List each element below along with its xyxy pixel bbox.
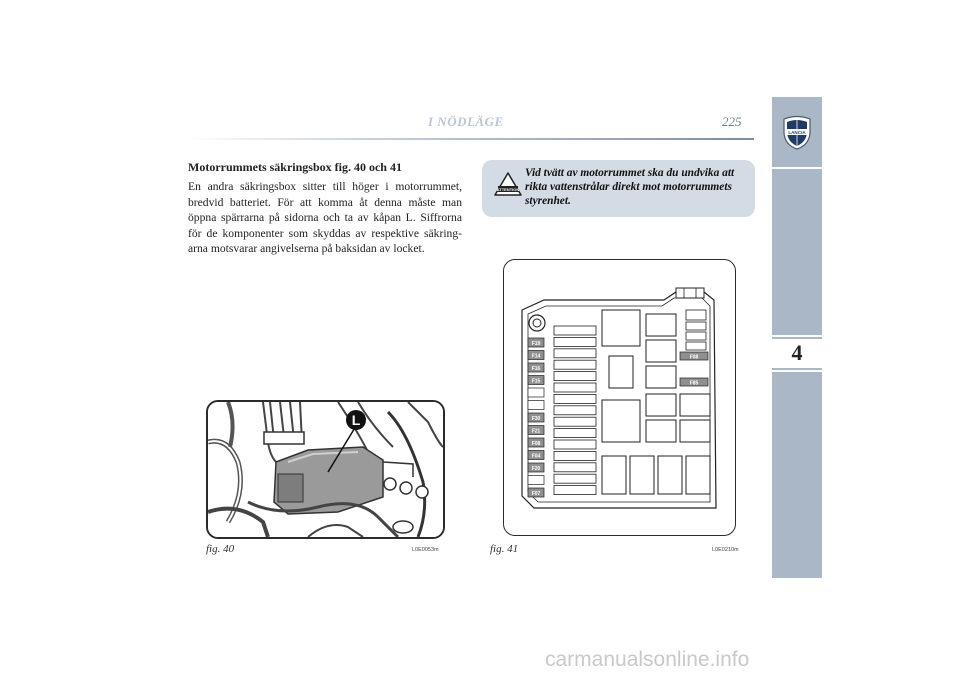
fuse-label: F07 [531, 491, 541, 497]
warning-triangle-icon [494, 172, 522, 196]
figure-40-code: L0E0053m [412, 547, 439, 553]
relay-slot [554, 337, 596, 346]
svg-text:LANCIA: LANCIA [788, 130, 806, 135]
svg-text:L: L [351, 412, 361, 428]
header-rule [186, 138, 754, 140]
relay-slot [554, 451, 596, 460]
figure-41-caption: fig. 41 [490, 543, 519, 555]
fuse-slot-empty [528, 401, 544, 410]
relay-slot [554, 463, 596, 472]
relay-slot [554, 360, 596, 369]
fuse-label: F04 [531, 453, 541, 460]
figure-41-diagram [503, 259, 736, 536]
fuse-label: F14 [531, 353, 541, 360]
relay-slot [554, 372, 596, 381]
side-divider [772, 167, 822, 169]
chapter-number: 4 [791, 340, 803, 365]
fuse-slot-empty [528, 476, 544, 485]
relay-slot [554, 394, 596, 403]
relay-slot [554, 417, 596, 426]
relay-slot [554, 406, 596, 415]
section-heading: Motorrummets säkringsbox fig. 40 och 41 [188, 160, 402, 174]
watermark-text: carmanualsonline.info [545, 648, 750, 671]
fuse-label: F15 [531, 378, 541, 385]
svg-text:ATTENTION: ATTENTION [496, 187, 520, 192]
relay-slot [554, 429, 596, 438]
side-divider [772, 370, 822, 372]
relay-slot [554, 383, 596, 392]
chapter-title: I NÖDLÄGE [428, 114, 504, 129]
fuse-label: F08 [689, 354, 699, 361]
fuse-label: F30 [531, 416, 541, 422]
relay-slot [554, 440, 596, 449]
section-body: En andra säkringsbox sitter till höger i motorrummet, bredvid batteriet. För att komma åt denna måste man öppna spärrarna på sidorna och ta av kåpan L. Siffrorna för de komponenter som skyddas av respektive säkring-arna motsvarar angivelserna på baksidan av locket. [188, 180, 462, 255]
fuse-label: F19 [531, 341, 541, 347]
page-number: 225 [722, 114, 742, 129]
side-tab-strip [772, 97, 822, 578]
relay-slot [554, 474, 596, 483]
warning-text: Vid tvätt av motorrummet ska du undvika att rikta vattenstrålar direkt mot motorrummets styrenhet. [525, 167, 735, 207]
relay-slot [554, 326, 596, 335]
relay-slot [554, 349, 596, 358]
fuse-label: F08 [531, 441, 541, 447]
figure-41-code: L0E0210m [712, 547, 739, 553]
figure-40-image [206, 400, 445, 539]
fuse-label: F21 [531, 428, 541, 435]
relay-slot [554, 486, 596, 495]
fuse-label: F85 [689, 380, 699, 387]
lancia-logo-icon [781, 115, 813, 151]
fuse-slot-empty [528, 388, 544, 397]
fuse-label: F16 [531, 366, 541, 372]
side-divider [772, 335, 822, 337]
fuse-label: F20 [531, 466, 541, 472]
figure-40-caption: fig. 40 [206, 543, 235, 555]
